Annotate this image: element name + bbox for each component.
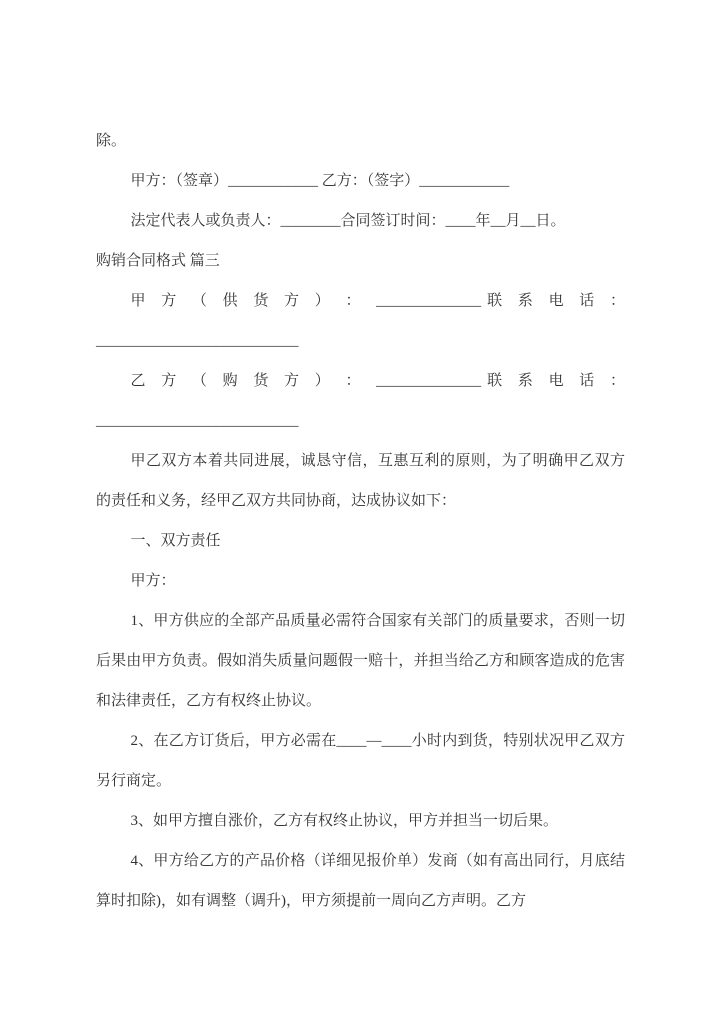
legal-representative-line: 法定代表人或负责人：________合同签订时间：____年__月__日。 [130, 213, 566, 229]
section-heading-responsibilities: 一、双方责任 [130, 533, 221, 549]
party-a-heading: 甲方： [130, 573, 176, 589]
section-title: 购销合同格式 篇三 [96, 253, 220, 269]
party-a-supplier-line: 甲 方 （ 供 货 方 ） ： ______________联 系 电 话 ： [130, 293, 625, 309]
party-b-blank-underline: ___________________________ [96, 413, 299, 429]
preamble-paragraph: 甲乙双方本着共同进展，诚恳守信，互惠互利的原则，为了明确甲乙双方的责任和义务，经甲乙双方共同协商，达成协议如下： [96, 453, 625, 509]
clause-1: 1、甲方供应的全部产品质量必需符合国家有关部门的质量要求，否则一切后果由甲方负责。假如消失质量问题假一赔十，并担当给乙方和顾客造成的危害和法律责任，乙方有权终止协议。 [96, 613, 625, 709]
clause-4: 4、甲方给乙方的产品价格（详细见报价单）发商（如有高出同行，月底结算时扣除)，如有调整（调升)，甲方须提前一周向乙方声明。乙方 [96, 853, 625, 909]
paragraph-remainder: 除。 [96, 133, 127, 149]
clause-3: 3、如甲方擅自涨价，乙方有权终止协议，甲方并担当一切后果。 [130, 813, 559, 829]
party-b-buyer-line: 乙 方 （ 购 货 方 ） ： ______________联 系 电 话 ： [130, 373, 625, 389]
clause-2: 2、在乙方订货后，甲方必需在____—____小时内到货，特别状况甲乙双方另行商定。 [96, 733, 625, 789]
signature-line: 甲方：（签章）____________ 乙方：（签字）____________ [130, 173, 510, 189]
party-a-blank-underline: ___________________________ [96, 333, 299, 349]
